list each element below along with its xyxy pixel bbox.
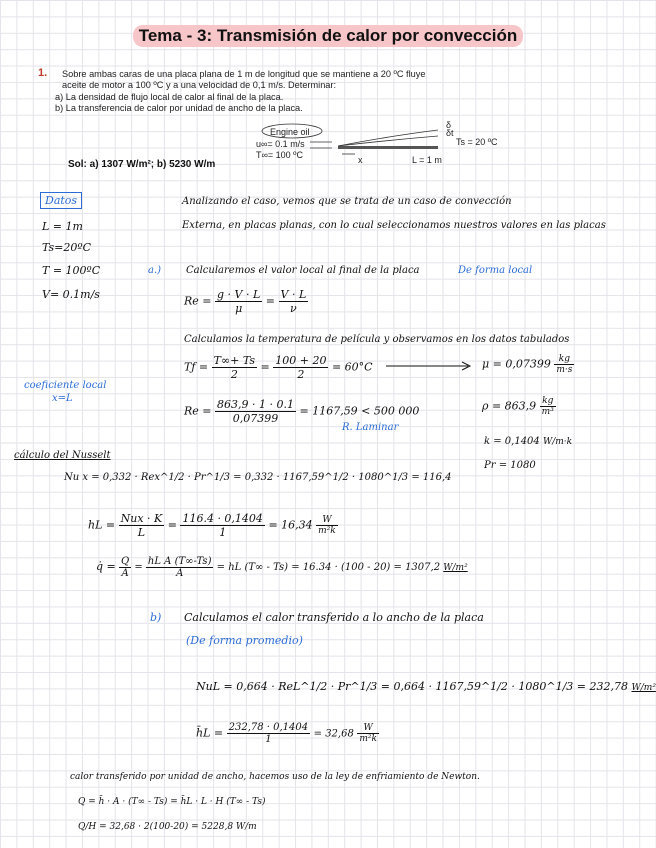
hbar-formula [196, 722, 379, 745]
q-den-2: A [176, 568, 184, 579]
datos-velocity: V= 0.1m/s [42, 288, 100, 301]
datos-header: Datos [40, 192, 82, 209]
boundary-layer-delta [338, 130, 438, 146]
re2-num: 863,9 · 1 · 0.1 [217, 398, 294, 411]
hbar-den: 1 [265, 734, 272, 745]
newton-law-text: calor transferido por unidad de ancho, hacemos uso de la ley de enfriamiento de Newton. [70, 772, 480, 782]
nusselt-avg-eq [196, 680, 656, 693]
figure-t-inf: T∞= 100 ºC [256, 150, 303, 160]
hbar-unit-num: W [357, 723, 379, 734]
q-rest: = hL (T∞ - Ts) = 16.34 · (100 - 20) = 1307,2 [216, 562, 441, 573]
coef-local-note: coeficiente local [24, 380, 107, 391]
part-b-mode: (De forma promedio) [186, 634, 303, 647]
hbar-result: = 32,68 [313, 728, 354, 740]
hbar-unit-den: m²k [359, 734, 377, 744]
rho-unit [540, 396, 556, 417]
re2-lhs: Re = [184, 404, 212, 418]
k-value [484, 436, 572, 447]
tf-den-2: 2 [297, 368, 305, 381]
hl-formula: hL = $\frac{\text{Nux · K}}{L}$ = $\frac{116.4 \cdot 0,1404}{1}$ = 16,34 $\frac{W}{\text{m²k}}$ [88, 512, 336, 539]
q-frac-2 [146, 556, 214, 579]
q-unit: W/m² [443, 563, 468, 573]
analysis-line-2: Externa, en placas planas, con lo cual seleccionamos nuestros valores en las placas [182, 220, 606, 231]
datos-t-inf: T = 100ºC [42, 264, 101, 277]
re-lhs: Re = [184, 294, 212, 308]
mu-unit-num: kg [554, 354, 574, 365]
hl-unit-den: m²k [318, 526, 336, 536]
hl-unit-num: W [316, 515, 338, 526]
nusselt-header: cálculo del Nusselt [14, 450, 111, 461]
re-den-2: ν [290, 302, 297, 315]
x-eq-l-note: x=L [52, 393, 73, 404]
analysis-line-1: Analizando el caso, vemos que se trata de un caso de convección [182, 196, 512, 207]
film-temp-formula: Tƒ = $\frac{T\infty+ Ts}{2}$ = $\frac{100 + 20}{2}$ = 60°C [184, 354, 373, 381]
k-text: k = 0,1404 [484, 436, 540, 447]
figure-delta-t: δt [446, 128, 454, 138]
rho-value [482, 396, 556, 417]
hbar-frac [227, 722, 311, 745]
tf-num-1: T∞+ Ts [213, 354, 256, 367]
part-b-text: Calculamos el calor transferido a lo ancho de la placa [184, 611, 484, 624]
re-den-1: μ [235, 302, 243, 315]
figure-ts: Ts = 20 ºC [456, 137, 498, 147]
hl-frac-1 [119, 512, 165, 539]
heat-per-width-eq: Q/H = 32,68 · 2(100-20) = 5228,8 W/m [78, 822, 257, 832]
hl-den-2: 1 [219, 526, 227, 539]
problem-line-1: Sobre ambas caras de una placa plana de 1 m de longitud que se mantiene a 20 ºC fluye [62, 69, 426, 79]
plate [338, 146, 438, 149]
re2-frac [215, 398, 296, 425]
heat-transfer-eq: Q = h̄ · A · (T∞ - Ts) = h̄L · L · H (T∞ - Ts) [78, 797, 266, 807]
reynolds-formula: Re = $\frac{g \cdot V \cdot L}{\mu}$ = $\frac{V \cdot L}{\nu}$ [184, 288, 307, 315]
part-a-mode: De forma local [458, 265, 533, 276]
k-unit: W/m·k [542, 437, 573, 447]
re-num-2: V · L [280, 288, 307, 301]
hl-num-2: 116.4 · 0,1404 [182, 512, 263, 525]
nu-avg-text: NuL = 0,664 · ReL^1/2 · Pr^1/3 = 0,664 · 1167,59^1/2 · 1080^1/3 = 232,78 [196, 680, 628, 693]
tf-frac-1 [212, 354, 257, 381]
q-frac-1 [119, 556, 131, 579]
re-num-1: g · V · L [217, 288, 261, 301]
page-title: Tema - 3: Transmisión de calor por convección [138, 26, 518, 45]
part-b-label: b) [150, 611, 162, 624]
q-num-1: Q [120, 556, 130, 567]
figure-delta: δ [446, 120, 452, 130]
tf-den-1: 2 [230, 368, 238, 381]
q-num-2: hL A (T∞-Ts) [147, 556, 212, 567]
hl-den-1: L [137, 526, 146, 539]
hl-frac-2 [180, 512, 264, 539]
problem-line-2: aceite de motor a 100 ºC y a una velocidad de 0,1 m/s. Determinar: [62, 80, 337, 90]
problem-number: 1. [38, 67, 48, 79]
tf-result: = 60°C [331, 360, 373, 374]
arrow-to-mu [384, 360, 474, 372]
rho-unit-num: kg [540, 396, 556, 407]
problem-item-b: b) La transferencia de calor por unidad de ancho de la placa. [55, 103, 303, 113]
mu-value [482, 354, 574, 375]
solution-text: Sol: a) 1307 W/m²; b) 5230 W/m [68, 159, 216, 170]
tf-lhs: Tƒ = [184, 360, 209, 374]
nusselt-local-eq: Nu x = 0,332 · Rex^1/2 · Pr^1/3 = 0,332 · 1167,59^1/2 · 1080^1/3 = 116,4 [64, 472, 452, 483]
re2-den: 0,07399 [232, 412, 279, 425]
hbar-num: 232,78 · 0,1404 [228, 722, 309, 733]
part-a-text: Calcularemos el valor local al final de la placa [186, 265, 420, 276]
hl-result: = 16,34 [268, 518, 313, 532]
mu-unit [554, 354, 574, 375]
pr-value: Pr = 1080 [484, 460, 536, 471]
reynolds-value [184, 398, 419, 425]
hbar-unit [357, 723, 379, 744]
figure-oil-label: Engine oil [270, 127, 310, 137]
re-frac-1 [215, 288, 262, 315]
mu-text: μ = 0,07399 [482, 357, 551, 371]
nu-avg-unit: W/m² [631, 683, 656, 693]
hl-num-1: Nux · K [120, 512, 163, 525]
laminar-regime: R. Laminar [342, 422, 399, 433]
heat-flux-formula: q̇ = $\frac{Q}{A}$ = $\frac{\text{hL A (T∞-Ts)}}{A}$ = hL (T∞ - Ts) = 16.34 · (100 - 20) = 1307,2 W/m² [96, 556, 468, 579]
hbar-lhs: h̄L = [196, 726, 224, 740]
q-lhs: q̇ = [96, 560, 116, 573]
figure-x: x [358, 155, 363, 165]
tf-num-2: 100 + 20 [275, 354, 327, 367]
rho-unit-den: m³ [541, 407, 554, 417]
part-a-label: a.) [148, 265, 162, 276]
q-den-1: A [121, 568, 129, 579]
datos-length: L = 1m [42, 220, 83, 233]
figure-length: L = 1 m [412, 155, 442, 165]
hl-lhs: hL = [88, 518, 116, 532]
figure-u-inf: u∞= 0.1 m/s [256, 139, 305, 149]
film-temp-text: Calculamos la temperatura de película y observamos en los datos tabulados [184, 334, 570, 345]
hl-unit [316, 515, 338, 536]
tf-frac-2 [273, 354, 328, 381]
re2-result: = 1167,59 < 500 000 [299, 404, 420, 418]
rho-text: ρ = 863,9 [482, 399, 537, 413]
re-frac-2 [279, 288, 309, 315]
problem-item-a: a) La densidad de flujo local de calor al final de la placa. [55, 92, 284, 102]
datos-ts: Ts=20ºC [42, 241, 91, 254]
mu-unit-den: m·s [556, 365, 573, 375]
